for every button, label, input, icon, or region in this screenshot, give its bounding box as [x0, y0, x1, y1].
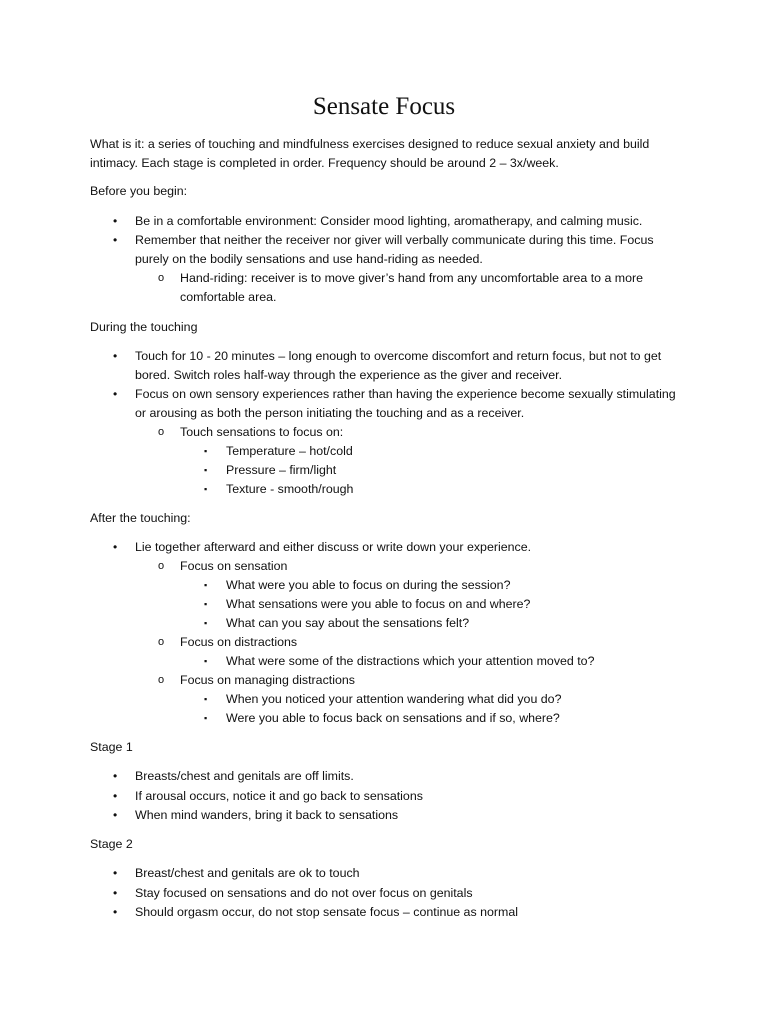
square-marker: ▪	[204, 656, 208, 666]
bullet-marker: •	[113, 886, 118, 900]
list-item: Temperature – hot/cold	[226, 444, 353, 458]
bullet-marker: •	[113, 769, 118, 783]
list-item: Were you able to focus back on sensations and if so, where?	[226, 711, 560, 725]
list-item: What can you say about the sensations felt?	[226, 616, 470, 630]
section-heading-stage-2: Stage 2	[90, 837, 133, 851]
circle-marker: o	[158, 674, 165, 686]
list-item: Focus on sensation	[180, 559, 288, 573]
list-item: Pressure – firm/light	[226, 463, 337, 477]
list-item: What were some of the distractions which your attention moved to?	[226, 654, 595, 668]
circle-marker: o	[158, 560, 165, 572]
square-marker: ▪	[204, 484, 208, 494]
section-heading-before: Before you begin:	[90, 184, 188, 198]
bullet-marker: •	[113, 349, 118, 363]
square-marker: ▪	[204, 446, 208, 456]
page-title: Sensate Focus	[312, 93, 456, 120]
square-marker: ▪	[204, 618, 208, 628]
list-item: Touch for 10 - 20 minutes – long enough to overcome discomfort and return focus, but not to get bored. Switch roles half-way through the experience as the giver and receiver.	[135, 349, 662, 382]
square-marker: ▪	[204, 580, 208, 590]
circle-marker: o	[158, 426, 165, 438]
list-item: Remember that neither the receiver nor giver will verbally communicate during this time. Focus purely on the bodily sensations and use hand-riding as needed.	[135, 233, 654, 266]
list-item: What sensations were you able to focus on and where?	[226, 597, 531, 611]
square-marker: ▪	[204, 465, 208, 475]
circle-marker: o	[158, 272, 165, 284]
list-item: When you noticed your attention wandering what did you do?	[226, 692, 562, 706]
section-heading-after: After the touching:	[90, 511, 191, 525]
list-item: Be in a comfortable environment: Consider mood lighting, aromatherapy, and calming music.	[135, 214, 643, 228]
list-item: Stay focused on sensations and do not over focus on genitals	[135, 886, 473, 900]
bullet-marker: •	[113, 387, 118, 401]
section-heading-stage-1: Stage 1	[90, 740, 133, 754]
square-marker: ▪	[204, 713, 208, 723]
list-item: Touch sensations to focus on:	[180, 425, 344, 439]
circle-marker: o	[158, 636, 165, 648]
section-heading-during: During the touching	[90, 320, 198, 334]
list-item: Breasts/chest and genitals are off limits.	[135, 769, 354, 783]
bullet-marker: •	[113, 808, 118, 822]
square-marker: ▪	[204, 599, 208, 609]
bullet-marker: •	[113, 540, 118, 554]
list-item: When mind wanders, bring it back to sensations	[135, 808, 399, 822]
list-item: Texture - smooth/rough	[226, 482, 354, 496]
list-item: Lie together afterward and either discuss or write down your experience.	[135, 540, 532, 554]
list-item: Hand-riding: receiver is to move giver’s hand from any uncomfortable area to a more comfortable area.	[180, 271, 644, 304]
list-item: Focus on distractions	[180, 635, 298, 649]
bullet-marker: •	[113, 866, 118, 880]
list-item: If arousal occurs, notice it and go back to sensations	[135, 789, 423, 803]
list-item: What were you able to focus on during the session?	[226, 578, 511, 592]
list-item: Focus on managing distractions	[180, 673, 355, 687]
bullet-marker: •	[113, 233, 118, 247]
list-item: Focus on own sensory experiences rather than having the experience become sexually stimulating or arousing as both the person initiating the touching and as a receiver.	[135, 387, 676, 420]
list-item: Breast/chest and genitals are ok to touch	[135, 866, 360, 880]
bullet-marker: •	[113, 789, 118, 803]
square-marker: ▪	[204, 694, 208, 704]
bullet-marker: •	[113, 905, 118, 919]
list-item: Should orgasm occur, do not stop sensate focus – continue as normal	[135, 905, 518, 919]
intro-paragraph: What is it: a series of touching and mindfulness exercises designed to reduce sexual anxiety and build intimacy. Each stage is completed in order. Frequency should be around 2 – 3x/week.	[90, 137, 650, 170]
bullet-marker: •	[113, 214, 118, 228]
